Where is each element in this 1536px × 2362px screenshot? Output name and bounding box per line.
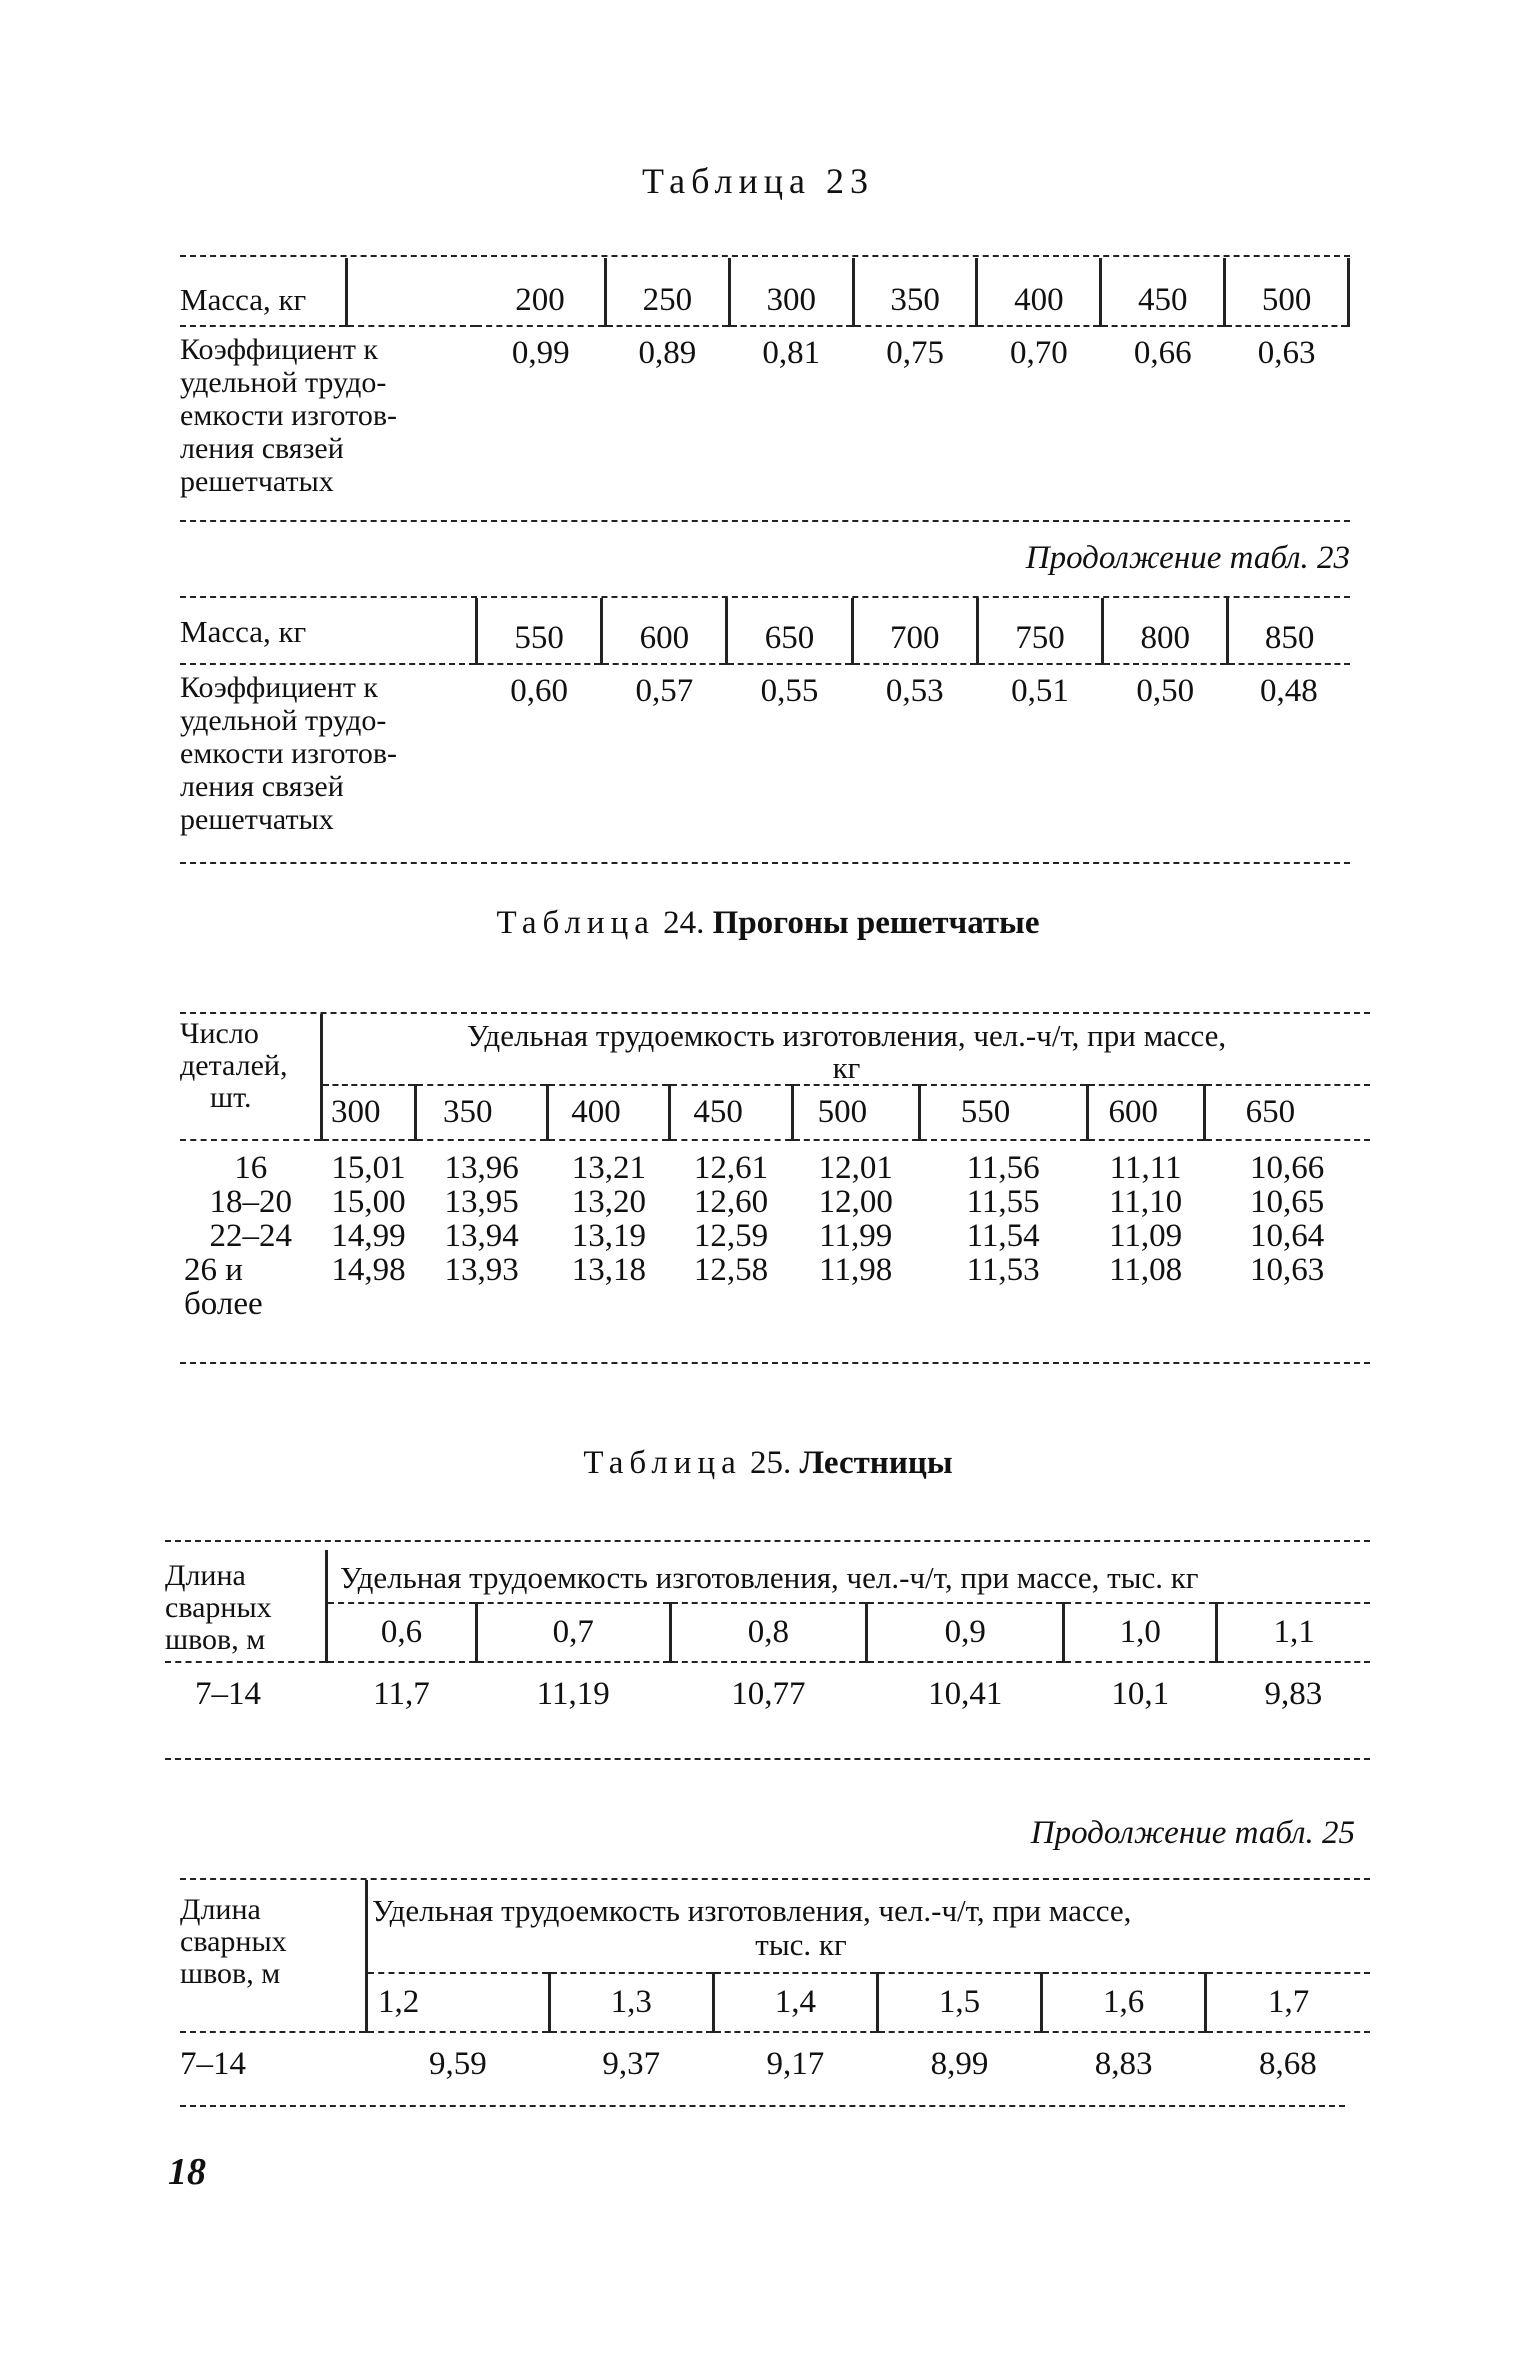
table-25 (165, 1550, 1370, 1711)
mass-value: 0,8 (670, 1603, 867, 1662)
mass-value: 350 (853, 258, 977, 326)
mass-value: 450 (1101, 258, 1225, 326)
mass-value: 0,6 (327, 1603, 477, 1662)
mass-value: 550 (919, 1085, 1087, 1140)
coef-value: 0,70 (1010, 335, 1068, 371)
coef-value: 0,57 (635, 673, 694, 709)
table-row: 16 15,01 13,96 13,21 12,61 12,01 11,56 11,11 10,66 (234, 1150, 1325, 1186)
coef-label: Коэффициент к удельной трудо- емкости изготов- ления связей решетчатых (180, 333, 398, 498)
coef-value: 0,51 (1011, 673, 1069, 709)
table-25-continuation-header: Удельная трудоемкость изготовления, чел.-ч/т, при массе, тыс. кг (367, 1880, 1371, 1973)
table-25-title: Таблица 25. Лестницы (583, 1445, 953, 1481)
mass-value: 500 (792, 1085, 919, 1140)
mass-value: 300 (322, 1085, 416, 1140)
mass-value: 600 (602, 598, 727, 664)
mass-value: 1,7 (1206, 1973, 1370, 2032)
table-25-header: Удельная трудоемкость изготовления, чел.-ч/т, при массе, тыс. кг (327, 1550, 1371, 1603)
coef-label: Коэффициент к удельной трудо- емкости изготов- ления связей решетчатых (180, 671, 398, 836)
mass-value: 750 (977, 598, 1102, 664)
mass-value: 0,9 (867, 1603, 1064, 1662)
mass-value: 650 (727, 598, 852, 664)
table-23-continuation (180, 598, 1350, 836)
table-23-title: Таблица 23 (642, 161, 874, 201)
mass-value: 850 (1228, 598, 1350, 664)
coef-value: 0,66 (1133, 335, 1192, 371)
coef-value: 0,81 (762, 335, 821, 371)
mass-value: 1,0 (1064, 1603, 1217, 1662)
mass-value: 1,5 (877, 1973, 1041, 2032)
table-23-continuation-title: Продолжение табл. 23 (1025, 540, 1350, 576)
table-24-title: Таблица 24. Прогоны решетчатые (496, 905, 1040, 941)
mass-value: 1,6 (1042, 1973, 1206, 2032)
coef-value: 0,99 (511, 335, 570, 371)
table-row: 7–14 9,59 9,37 9,17 8,99 8,83 8,68 (180, 2046, 1317, 2082)
divider (165, 1540, 1370, 1542)
table-row: 7–14 11,7 11,19 10,77 10,41 10,1 9,83 (195, 1676, 1323, 1712)
col-label: Длина сварных швов, м (165, 1550, 327, 1662)
mass-value: 400 (548, 1085, 670, 1140)
mass-value: 450 (670, 1085, 792, 1140)
table-24-header: Удельная трудоемкость изготовления, чел.-ч/т, при массе, кг (322, 1014, 1371, 1085)
mass-value: 1,1 (1217, 1603, 1370, 1662)
coef-value: 0,48 (1260, 673, 1318, 709)
page-number: 18 (168, 2151, 206, 2193)
mass-value: 600 (1087, 1085, 1204, 1140)
mass-value: 200 (476, 258, 606, 326)
col-label: Число деталей, шт. (180, 1014, 322, 1140)
coef-value: 0,75 (886, 335, 944, 371)
mass-label: Масса, кг (180, 258, 347, 326)
coef-value: 0,53 (885, 673, 944, 709)
col-label: Длина сварных швов, м (180, 1880, 367, 2032)
table-24 (180, 1014, 1370, 1321)
mass-value: 500 (1225, 258, 1349, 326)
mass-value: 250 (606, 258, 730, 326)
coef-value: 0,55 (760, 673, 819, 709)
divider (180, 255, 1350, 257)
mass-label: Масса, кг (180, 598, 477, 664)
mass-value: 1,4 (713, 1973, 877, 2032)
coef-value: 0,63 (1257, 335, 1316, 371)
table-25-continuation-title: Продолжение табл. 25 (1030, 1815, 1355, 1851)
table-25-continuation (180, 1880, 1370, 2081)
mass-value: 0,7 (476, 1603, 670, 1662)
coef-value: 0,60 (510, 673, 568, 709)
mass-value: 1,2 (367, 1973, 550, 2032)
mass-value: 300 (729, 258, 853, 326)
mass-value: 650 (1204, 1085, 1370, 1140)
divider (180, 520, 1350, 522)
divider (180, 862, 1350, 864)
mass-value: 550 (477, 598, 602, 664)
mass-value: 350 (415, 1085, 547, 1140)
table-row: 26 и 14,98 13,93 13,18 12,58 11,98 11,53 11,08 10,63 (184, 1252, 1325, 1288)
mass-value: 1,3 (549, 1973, 713, 2032)
coef-value: 0,89 (638, 335, 697, 371)
divider (165, 1758, 1370, 1760)
divider (180, 2105, 1345, 2107)
mass-value: 700 (852, 598, 977, 664)
table-row: более (184, 1286, 263, 1322)
divider (180, 1362, 1370, 1364)
table-row: 22–24 14,99 13,94 13,19 12,59 11,99 11,54 11,09 10,64 (209, 1218, 1325, 1254)
mass-value: 400 (977, 258, 1101, 326)
table-23 (180, 258, 1350, 498)
table-row: 18–20 15,00 13,95 13,20 12,60 12,00 11,55 11,10 10,65 (209, 1184, 1325, 1220)
mass-value: 800 (1103, 598, 1228, 664)
coef-value: 0,50 (1136, 673, 1195, 709)
